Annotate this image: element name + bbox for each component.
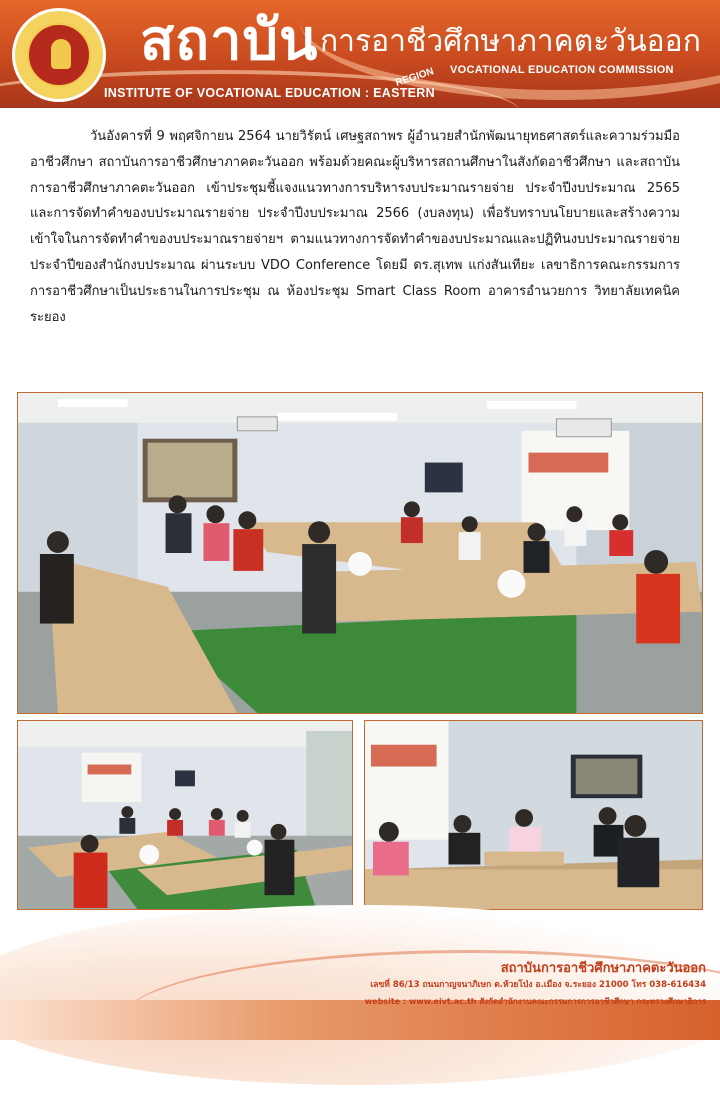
header-title-big: สถาบัน — [140, 8, 319, 73]
institute-seal-icon — [12, 8, 106, 102]
photo-meeting-room-wide — [17, 392, 703, 714]
header-subtitle: INSTITUTE OF VOCATIONAL EDUCATION : EASTERN — [104, 86, 435, 100]
header-banner — [0, 0, 720, 108]
footer-institute-name: สถาบันการอาชีวศึกษาภาคตะวันออก — [500, 961, 706, 976]
news-article — [30, 124, 680, 330]
article-paragraph: วันอังคารที่ 9 พฤศจิกายน 2564 นายวิรัตน์ เศษฐสถาพร ผู้อำนวยสำนักพัฒนายุทธศาสตร์และความร่วมมืออาชีวศึกษา สถาบันการอาชีวศึกษาภาคตะวันออก พร้อมด้วยคณะผู้บริหารสถานศึกษาในสังกัดอาชีวศึกษา และสถาบันการอาชีวศึกษาภาคตะวันออก เข้าประชุมชี้แจงแนวทางการบริหารงบประมาณรายจ่าย ประจำปีงบประมาณ 2565 และการจัดทำคำของบประมาณรายจ่าย ประจำปีงบประมาณ 2566 (งบลงทุน) เพื่อรับทราบนโยบายและสร้างความเข้าใจในการจัดทำคำของบประมาณรายจ่ายฯ ตามแนวทางการจัดทำคำของบประมาณและปฏิทินงบประมาณรายจ่ายประจำปีของสำนักงบประมาณ ผ่านระบบ VDO Conference โดยมี ดร.สุเทพ แก่งสันเทียะ เลขาธิการคณะกรรมการการอาชีวศึกษาเป็นประธานในการประชุม ณ ห้องประชุม Smart Class Room อาคารอำนวยการ วิทยาลัยเทคนิคระยอง — [30, 129, 680, 325]
footer-address: เลขที่ 86/13 ถนนกาญจนาภิเษก ต.ห้วยโป่ง อ.เมือง จ.ระยอง 21000 โทร 038-616434 — [370, 980, 706, 990]
header-commission: VOCATIONAL EDUCATION COMMISSION — [450, 64, 674, 76]
header-title-rest: การอาชีวศึกษาภาคตะวันออก — [320, 24, 701, 59]
photo-meeting-room-left — [17, 720, 353, 910]
meeting-photo-wide — [18, 393, 702, 713]
footer-website: website : www.eivt.ac.th สังกัดสำนักงานคณะกรรมการการอาชีวศึกษา กระทรวงศึกษาธิการ — [364, 997, 706, 1006]
meeting-photo-left — [18, 721, 352, 909]
header-region: REGION — [394, 66, 436, 89]
photo-meeting-room-right — [364, 720, 703, 910]
seal-inner — [27, 23, 91, 87]
seal-crest — [51, 39, 71, 69]
meeting-photo-right — [365, 721, 702, 909]
